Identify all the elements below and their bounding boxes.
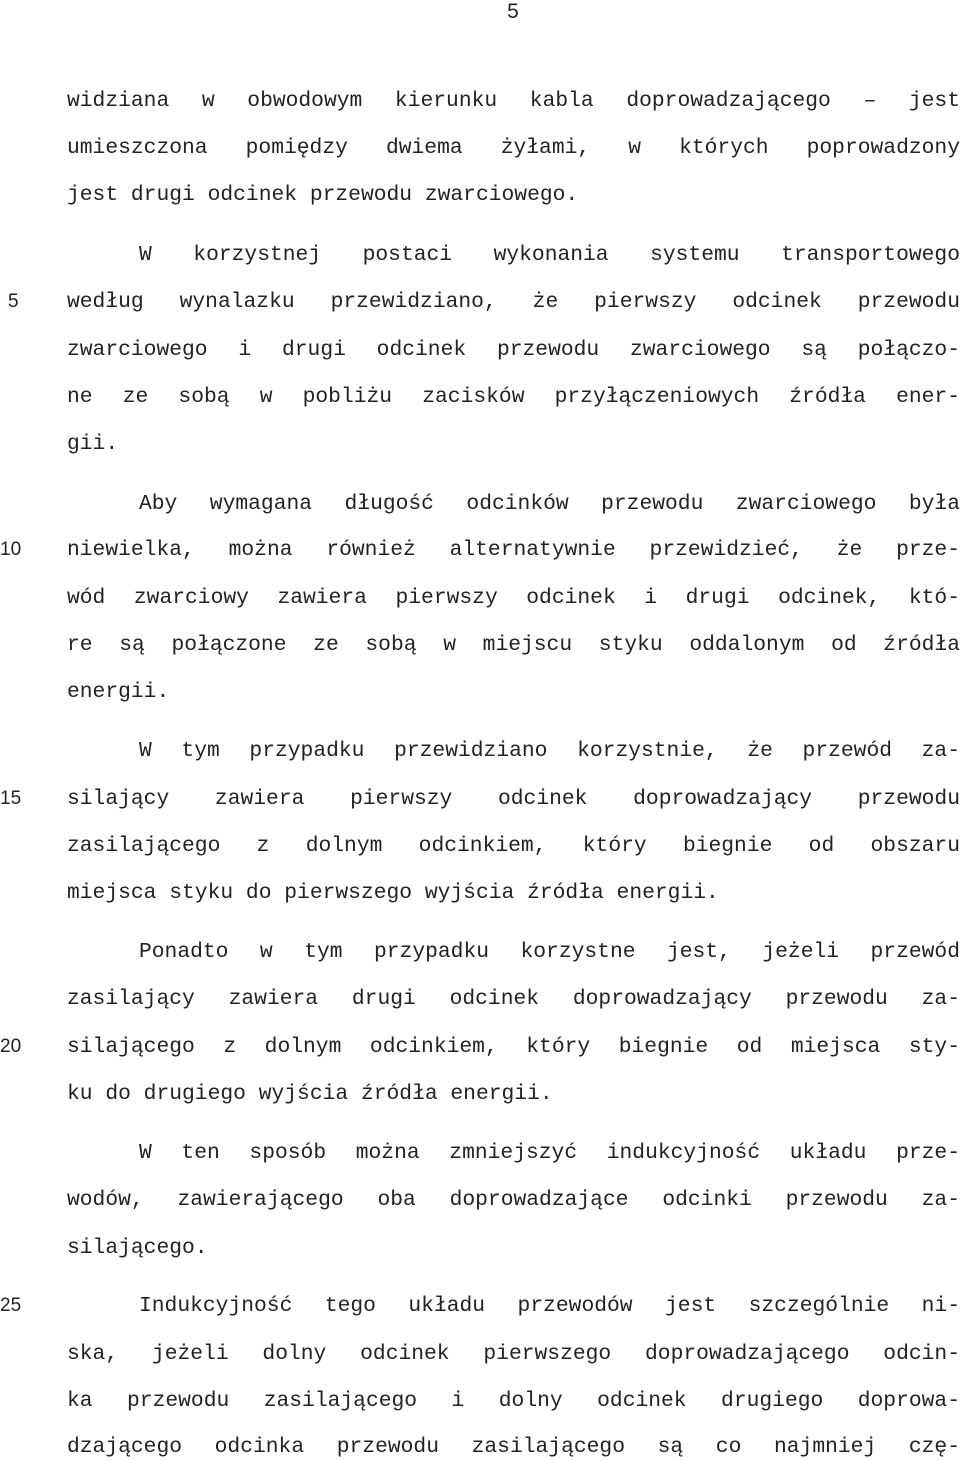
text-line: gii. [67, 432, 119, 456]
text-line: ka przewodu zasilającego i dolny odcinek drugiego doprowa- [67, 1389, 960, 1413]
text-line: zasilającego z dolnym odcinkiem, który biegnie od obszaru [67, 834, 960, 858]
line-number: 25 [0, 1295, 22, 1316]
text-line: według wynalazku przewidziano, że pierwszy odcinek przewodu [67, 290, 960, 314]
text-line: niewielka, można również alternatywnie przewidzieć, że prze- [67, 538, 960, 562]
text-line: energii. [67, 680, 170, 704]
text-line: ku do drugiego wyjścia źródła energii. [67, 1082, 553, 1106]
text-line: silającego. [67, 1236, 208, 1260]
text-line: Indukcyjność tego układu przewodów jest szczególnie ni- [139, 1294, 960, 1318]
text-line: W tym przypadku przewidziano korzystnie, że przewód za- [139, 739, 960, 763]
text-line: umieszczona pomiędzy dwiema żyłami, w których poprowadzony [67, 136, 960, 160]
text-line: silającego z dolnym odcinkiem, który biegnie od miejsca sty- [67, 1035, 960, 1059]
text-line: zasilający zawiera drugi odcinek doprowadzający przewodu za- [67, 987, 960, 1011]
line-number: 5 [8, 291, 19, 312]
text-line: silający zawiera pierwszy odcinek doprowadzający przewodu [67, 787, 960, 811]
page-number: 5 [507, 0, 519, 23]
text-line: W korzystnej postaci wykonania systemu transportowego [139, 243, 960, 267]
text-line: dzającego odcinka przewodu zasilającego są co najmniej czę- [67, 1435, 960, 1459]
text-line: zwarciowego i drugi odcinek przewodu zwarciowego są połączo- [67, 338, 960, 362]
text-line: Aby wymagana długość odcinków przewodu zwarciowego była [139, 492, 960, 516]
text-line: Ponadto w tym przypadku korzystne jest, jeżeli przewód [139, 940, 960, 964]
text-line: ska, jeżeli dolny odcinek pierwszego doprowadzającego odcin- [67, 1342, 960, 1366]
text-line: re są połączone ze sobą w miejscu styku oddalonym od źródła [67, 633, 960, 657]
text-line: wodów, zawierającego oba doprowadzające odcinki przewodu za- [67, 1188, 960, 1212]
text-line: W ten sposób można zmniejszyć indukcyjność układu prze- [139, 1141, 960, 1165]
text-line: widziana w obwodowym kierunku kabla doprowadzającego – jest [67, 89, 960, 113]
text-line: jest drugi odcinek przewodu zwarciowego. [67, 183, 579, 207]
text-line: ne ze sobą w pobliżu zacisków przyłączeniowych źródła ener- [67, 385, 960, 409]
line-number: 10 [0, 539, 22, 560]
text-line: miejsca styku do pierwszego wyjścia źródła energii. [67, 881, 719, 905]
line-number: 15 [0, 788, 22, 809]
text-line: wód zwarciowy zawiera pierwszy odcinek i drugi odcinek, któ- [67, 586, 960, 610]
line-number: 20 [0, 1036, 22, 1057]
